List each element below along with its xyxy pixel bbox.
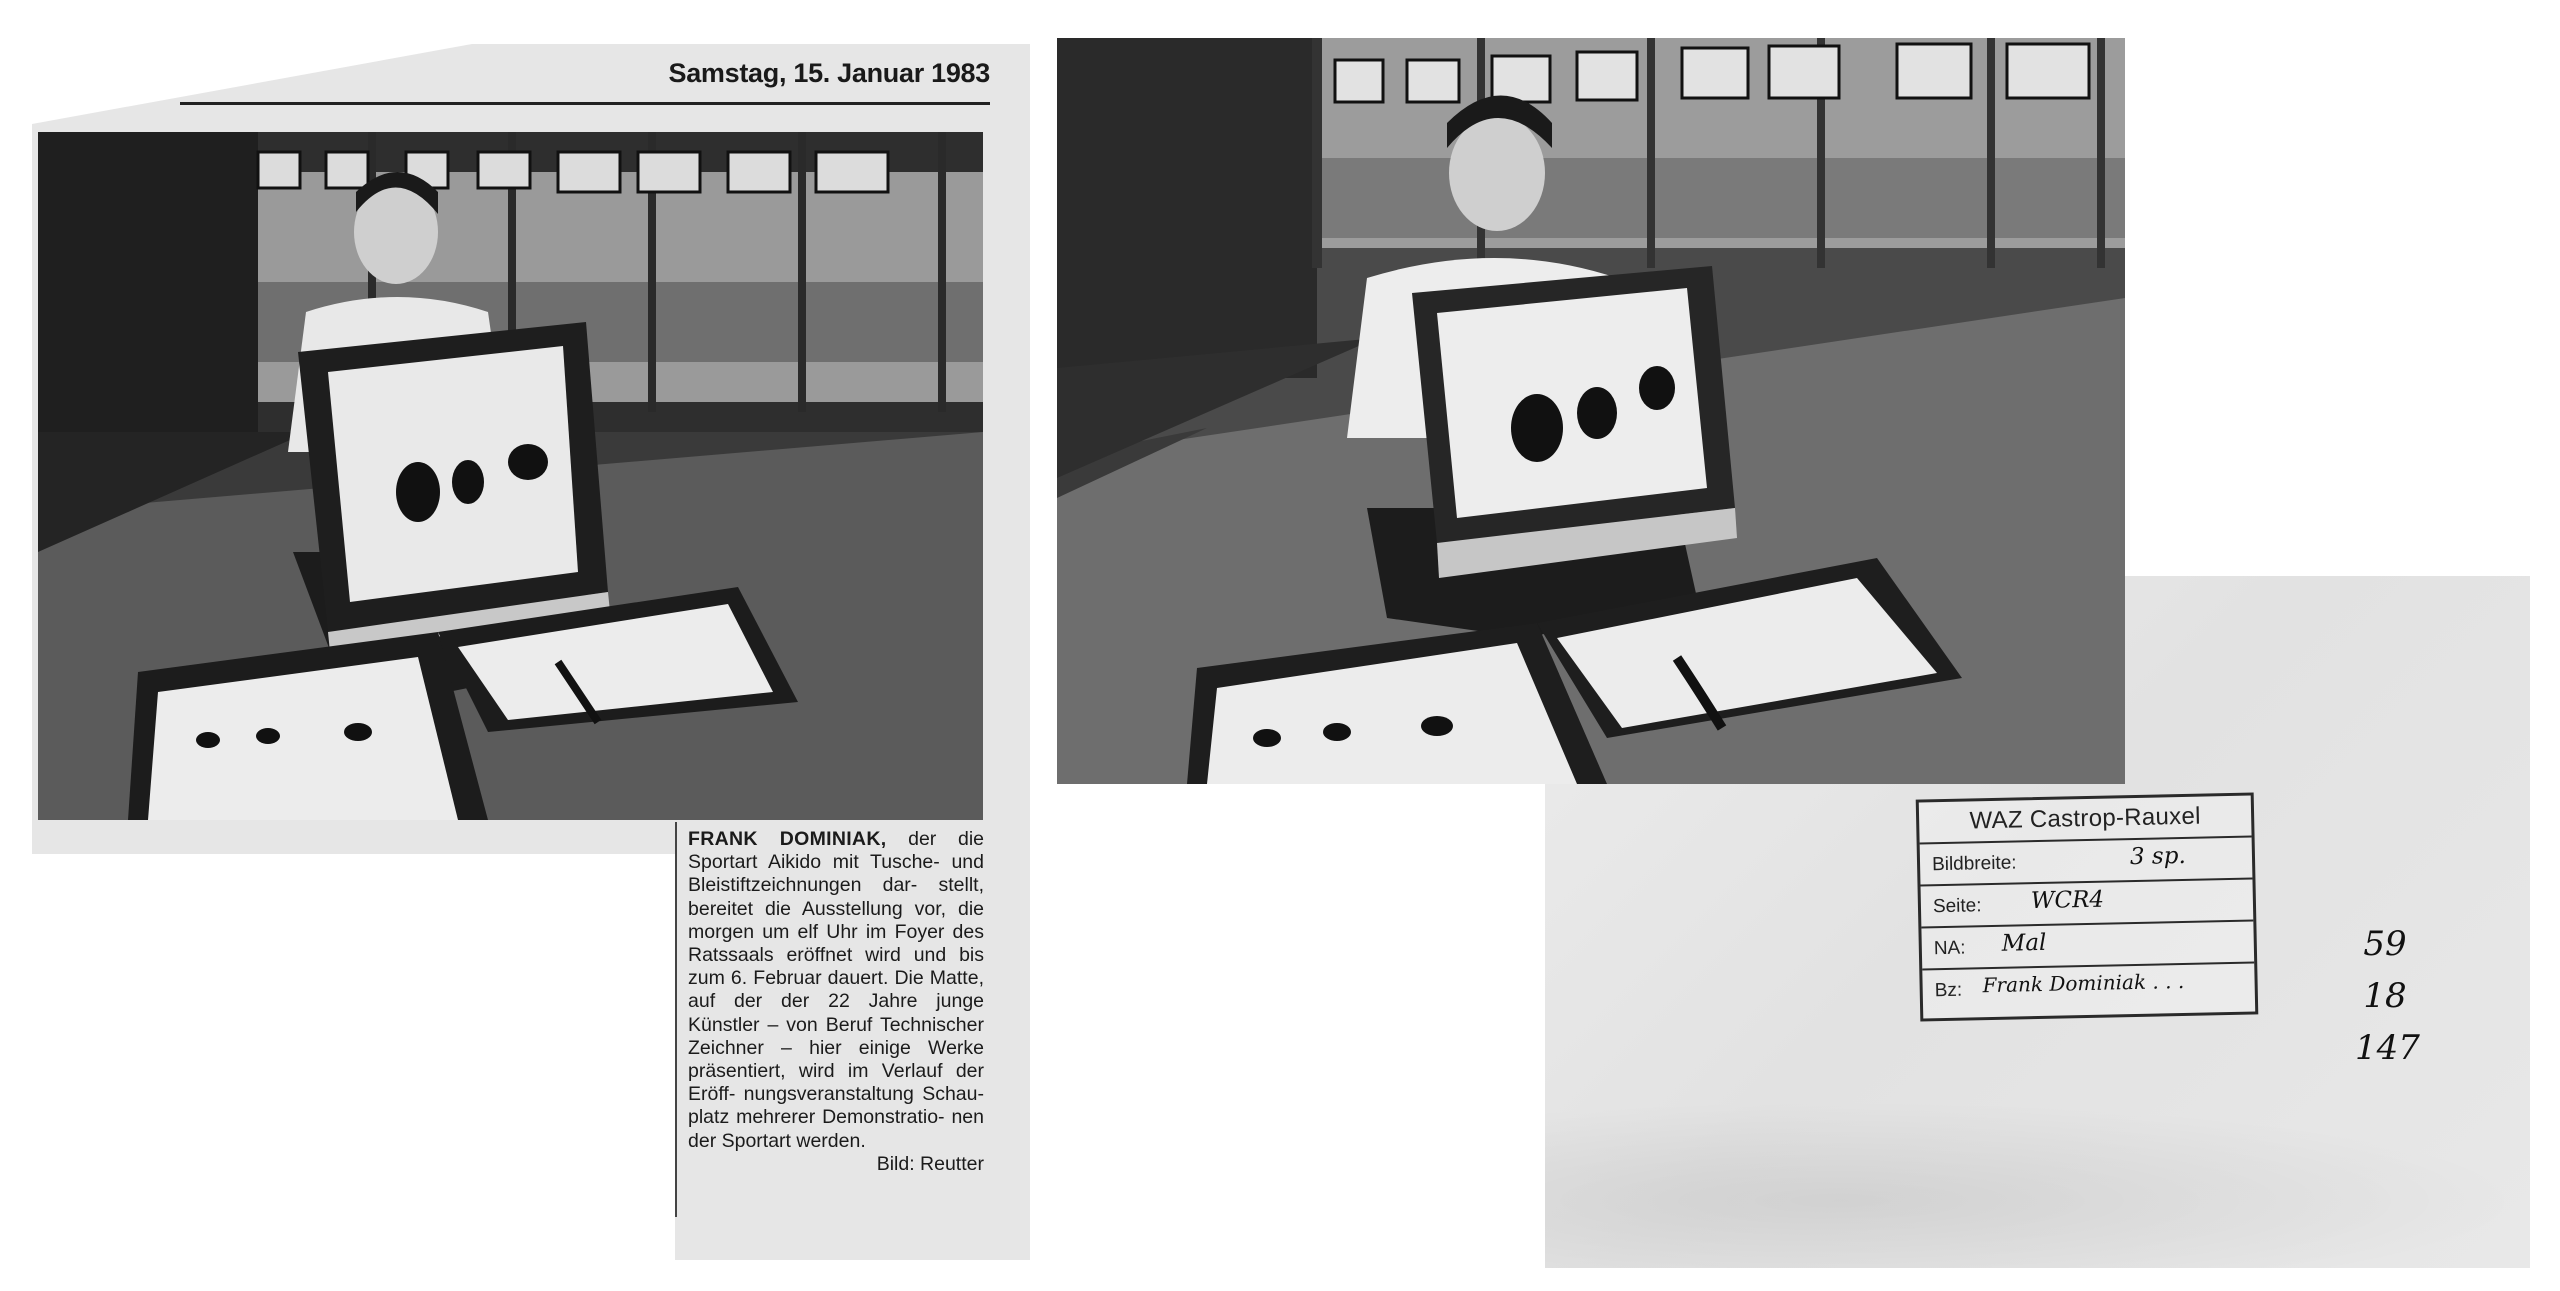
clipping-caption bbox=[688, 828, 984, 1176]
clipping-date: Samstag, 15. Januar 1983 bbox=[668, 58, 990, 88]
stamp-value: Frank Dominiak . . . bbox=[1982, 968, 2185, 998]
caption-line: hier einige Werke präsentiert, bbox=[688, 1036, 984, 1083]
caption-line: Sportart Aikido mit Tusche- bbox=[688, 851, 940, 874]
caption-line: dauert. Die Matte, auf der der bbox=[688, 967, 984, 1013]
stamp-label: Bildbreite: bbox=[1931, 852, 2017, 876]
caption-line: vor, die morgen um elf Uhr im bbox=[688, 897, 984, 943]
caption-left-rule bbox=[675, 822, 677, 1217]
caption-line: und Bleistiftzeichnungen dar- bbox=[688, 851, 984, 897]
clipping-header-rule bbox=[180, 102, 990, 105]
clipping-photo-scene bbox=[38, 132, 983, 820]
photo-front-scene bbox=[1057, 38, 2125, 784]
handwritten-numbers bbox=[2355, 918, 2420, 1074]
archive-stamp bbox=[1916, 792, 2259, 1021]
stamp-value: WCR4 bbox=[2030, 886, 2105, 915]
caption-line: der die bbox=[908, 828, 984, 850]
caption-line: nungsveranstaltung Schau- bbox=[743, 1083, 984, 1106]
caption-line: nen der Sportart werden. bbox=[688, 1106, 984, 1152]
stamp-value: 3 sp. bbox=[2129, 842, 2187, 871]
caption-name: FRANK DOMINIAK, bbox=[688, 828, 887, 850]
photo-credit: Bild: Reutter bbox=[876, 1152, 984, 1175]
stamp-value: Mal bbox=[2001, 929, 2047, 957]
caption-line: stellt, bereitet die Ausstellung bbox=[688, 874, 984, 920]
stamp-label: Seite: bbox=[1932, 895, 1982, 918]
handwritten-number: 147 bbox=[2355, 1028, 2420, 1068]
caption-line: wird und bis zum 6. Februar bbox=[688, 944, 984, 990]
photo-front bbox=[1057, 38, 2125, 784]
stamp-title: WAZ Castrop-Rauxel bbox=[1969, 802, 2202, 835]
caption-line: 22 Jahre junge Künstler – von bbox=[688, 990, 985, 1036]
handwritten-number: 18 bbox=[2363, 976, 2407, 1016]
stamp-label: NA: bbox=[1933, 937, 1966, 960]
clipping-photo bbox=[38, 132, 983, 820]
caption-line: wird im Verlauf der Eröff- bbox=[688, 1060, 984, 1106]
handwritten-number: 59 bbox=[2363, 924, 2407, 964]
caption-line: Beruf Technischer Zeichner – bbox=[688, 1013, 984, 1059]
photo-back-stain bbox=[1545, 1100, 2530, 1268]
stamp-label: Bz: bbox=[1934, 979, 1963, 1002]
caption-line: platz mehrerer Demonstratio- bbox=[688, 1106, 945, 1129]
stamp-row-bz bbox=[1922, 962, 2255, 1013]
caption-line: Foyer des Ratssaals eröffnet bbox=[688, 920, 984, 967]
